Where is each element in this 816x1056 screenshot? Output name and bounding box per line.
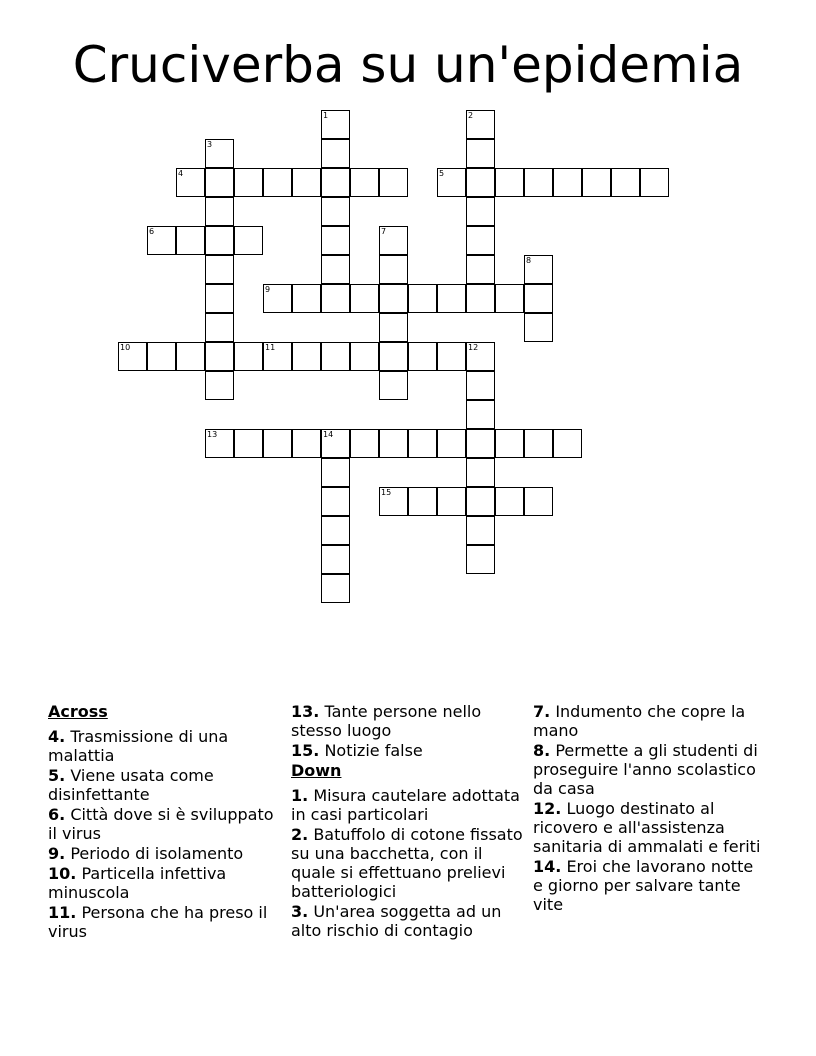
- down-heading: Down: [291, 761, 342, 780]
- crossword-cell[interactable]: [640, 168, 669, 197]
- clues-column-1: [48, 702, 280, 942]
- crossword-cell[interactable]: [524, 255, 553, 284]
- crossword-cell[interactable]: [321, 110, 350, 139]
- clue-number: 6.: [48, 805, 66, 824]
- crossword-cell[interactable]: [379, 168, 408, 197]
- cell-number: 13: [207, 430, 218, 439]
- clue-number: 11.: [48, 903, 77, 922]
- across-heading: Across: [48, 702, 108, 721]
- crossword-cell[interactable]: [408, 284, 437, 313]
- clue-down-7: [533, 702, 768, 740]
- clue-number: 13.: [291, 702, 320, 721]
- clue-across-15: [291, 741, 529, 760]
- clue-text: Città dove si è sviluppato il virus: [48, 805, 274, 843]
- crossword-cell[interactable]: [408, 429, 437, 458]
- crossword-cell[interactable]: [466, 197, 495, 226]
- crossword-cell[interactable]: [466, 371, 495, 400]
- cell-number: 15: [381, 488, 392, 497]
- crossword-cell[interactable]: [437, 168, 466, 197]
- clue-text: Permette a gli studenti di proseguire l'anno scolastico da casa: [533, 741, 758, 798]
- crossword-cell[interactable]: [263, 168, 292, 197]
- clue-across-5: [48, 766, 280, 804]
- crossword-cell[interactable]: [205, 284, 234, 313]
- crossword-cell[interactable]: [466, 545, 495, 574]
- crossword-cell[interactable]: [321, 139, 350, 168]
- crossword-cell[interactable]: [437, 429, 466, 458]
- cell-number: 11: [265, 343, 276, 352]
- crossword-cell[interactable]: [379, 371, 408, 400]
- cell-number: 2: [468, 111, 474, 120]
- crossword-cell[interactable]: [350, 168, 379, 197]
- crossword-cell[interactable]: [466, 429, 495, 458]
- crossword-cell[interactable]: [379, 342, 408, 371]
- clue-number: 15.: [291, 741, 320, 760]
- clue-down-2: [291, 825, 529, 901]
- crossword-cell[interactable]: [495, 487, 524, 516]
- crossword-cell[interactable]: [176, 342, 205, 371]
- crossword-cell[interactable]: [466, 342, 495, 371]
- clue-text: Notizie false: [324, 741, 423, 760]
- clue-across-6: [48, 805, 280, 843]
- clue-number: 1.: [291, 786, 309, 805]
- crossword-cell[interactable]: [321, 168, 350, 197]
- cell-number: 10: [120, 343, 131, 352]
- clue-number: 4.: [48, 727, 66, 746]
- puzzle-title: Cruciverba su un'epidemia: [72, 36, 744, 94]
- crossword-cell[interactable]: [582, 168, 611, 197]
- clue-down-12: [533, 799, 768, 856]
- crossword-cell[interactable]: [350, 284, 379, 313]
- crossword-cell[interactable]: [234, 226, 263, 255]
- clue-down-1: [291, 786, 529, 824]
- crossword-cell[interactable]: [321, 487, 350, 516]
- crossword-cell[interactable]: [350, 342, 379, 371]
- crossword-cell[interactable]: [321, 255, 350, 284]
- clue-down-8: [533, 741, 768, 798]
- crossword-cell[interactable]: [292, 284, 321, 313]
- crossword-cell[interactable]: [437, 342, 466, 371]
- crossword-cell[interactable]: [524, 487, 553, 516]
- crossword-cell[interactable]: [495, 284, 524, 313]
- crossword-cell[interactable]: [408, 342, 437, 371]
- crossword-cell[interactable]: [379, 313, 408, 342]
- crossword-cell[interactable]: [234, 342, 263, 371]
- clue-text: Misura cautelare adottata in casi particolari: [291, 786, 520, 824]
- cell-number: 7: [381, 227, 387, 236]
- cell-number: 6: [149, 227, 155, 236]
- crossword-cell[interactable]: [553, 168, 582, 197]
- clue-text: Trasmissione di una malattia: [48, 727, 229, 765]
- crossword-cell[interactable]: [205, 313, 234, 342]
- crossword-cell[interactable]: [524, 168, 553, 197]
- clue-text: Persona che ha preso il virus: [48, 903, 268, 941]
- crossword-cell[interactable]: [466, 255, 495, 284]
- crossword-cell[interactable]: [205, 168, 234, 197]
- crossword-cell[interactable]: [321, 342, 350, 371]
- clue-across-11: [48, 903, 280, 941]
- crossword-cell[interactable]: [321, 226, 350, 255]
- crossword-cell[interactable]: [263, 429, 292, 458]
- crossword-cell[interactable]: [234, 168, 263, 197]
- clue-number: 12.: [533, 799, 562, 818]
- crossword-cell[interactable]: [321, 574, 350, 603]
- crossword-cell[interactable]: [466, 516, 495, 545]
- cell-number: 4: [178, 169, 184, 178]
- clue-across-13: [291, 702, 529, 740]
- crossword-cell[interactable]: [466, 139, 495, 168]
- clue-down-14: [533, 857, 768, 914]
- crossword-cell[interactable]: [379, 487, 408, 516]
- cell-number: 12: [468, 343, 479, 352]
- crossword-cell[interactable]: [524, 313, 553, 342]
- crossword-cell[interactable]: [205, 226, 234, 255]
- cell-number: 8: [526, 256, 532, 265]
- crossword-cell[interactable]: [408, 487, 437, 516]
- clue-text: Periodo di isolamento: [70, 844, 244, 863]
- crossword-cell[interactable]: [147, 342, 176, 371]
- cell-number: 9: [265, 285, 271, 294]
- crossword-cell[interactable]: [292, 342, 321, 371]
- crossword-cell[interactable]: [263, 284, 292, 313]
- clue-number: 14.: [533, 857, 562, 876]
- clue-down-3: [291, 902, 529, 940]
- crossword-cell[interactable]: [205, 371, 234, 400]
- clue-number: 9.: [48, 844, 66, 863]
- crossword-cell[interactable]: [205, 255, 234, 284]
- crossword-cell[interactable]: [466, 110, 495, 139]
- clue-number: 7.: [533, 702, 551, 721]
- crossword-cell[interactable]: [205, 342, 234, 371]
- crossword-cell[interactable]: [321, 516, 350, 545]
- crossword-cell[interactable]: [466, 487, 495, 516]
- clue-text: Tante persone nello stesso luogo: [291, 702, 482, 740]
- crossword-cell[interactable]: [176, 168, 205, 197]
- clue-text: Particella infettiva minuscola: [48, 864, 227, 902]
- crossword-cell[interactable]: [379, 284, 408, 313]
- crossword-cell[interactable]: [321, 197, 350, 226]
- clue-text: Luogo destinato al ricovero e all'assistenza sanitaria di ammalati e feriti: [533, 799, 761, 856]
- clues-column-3: [533, 702, 768, 915]
- clue-text: Eroi che lavorano notte e giorno per salvare tante vite: [533, 857, 754, 914]
- crossword-cell[interactable]: [437, 284, 466, 313]
- clue-text: Indumento che copre la mano: [533, 702, 746, 740]
- clue-text: Viene usata come disinfettante: [48, 766, 214, 804]
- crossword-cell[interactable]: [321, 458, 350, 487]
- clue-number: 8.: [533, 741, 551, 760]
- crossword-cell[interactable]: [466, 400, 495, 429]
- crossword-cell[interactable]: [379, 226, 408, 255]
- clue-text: Batuffolo di cotone fissato su una bacchetta, con il quale si effettuano prelievi batteriologici: [291, 825, 523, 901]
- crossword-cell[interactable]: [524, 284, 553, 313]
- cell-number: 5: [439, 169, 445, 178]
- clue-number: 5.: [48, 766, 66, 785]
- crossword-cell[interactable]: [611, 168, 640, 197]
- crossword-cell[interactable]: [437, 487, 466, 516]
- crossword-cell[interactable]: [553, 429, 582, 458]
- crossword-cell[interactable]: [379, 255, 408, 284]
- cell-number: 1: [323, 111, 329, 120]
- crossword-cell[interactable]: [321, 284, 350, 313]
- crossword-cell[interactable]: [495, 168, 524, 197]
- crossword-cell[interactable]: [495, 429, 524, 458]
- clue-number: 3.: [291, 902, 309, 921]
- cell-number: 3: [207, 140, 213, 149]
- crossword-cell[interactable]: [234, 429, 263, 458]
- crossword-cell[interactable]: [466, 226, 495, 255]
- crossword-cell[interactable]: [205, 429, 234, 458]
- crossword-cell[interactable]: [321, 545, 350, 574]
- clue-number: 10.: [48, 864, 77, 883]
- crossword-cell[interactable]: [292, 429, 321, 458]
- crossword-cell[interactable]: [263, 342, 292, 371]
- cell-number: 14: [323, 430, 334, 439]
- crossword-cell[interactable]: [466, 284, 495, 313]
- crossword-cell[interactable]: [205, 197, 234, 226]
- crossword-cell[interactable]: [321, 429, 350, 458]
- clue-number: 2.: [291, 825, 309, 844]
- clues-column-2: [291, 702, 529, 941]
- clue-across-10: [48, 864, 280, 902]
- crossword-cell[interactable]: [524, 429, 553, 458]
- crossword-cell[interactable]: [147, 226, 176, 255]
- crossword-cell[interactable]: [176, 226, 205, 255]
- crossword-cell[interactable]: [205, 139, 234, 168]
- crossword-cell[interactable]: [379, 429, 408, 458]
- crossword-cell[interactable]: [466, 168, 495, 197]
- clue-text: Un'area soggetta ad un alto rischio di contagio: [291, 902, 502, 940]
- crossword-cell[interactable]: [118, 342, 147, 371]
- crossword-cell[interactable]: [350, 429, 379, 458]
- crossword-cell[interactable]: [466, 458, 495, 487]
- crossword-cell[interactable]: [292, 168, 321, 197]
- clue-across-9: [48, 844, 280, 863]
- clue-across-4: [48, 727, 280, 765]
